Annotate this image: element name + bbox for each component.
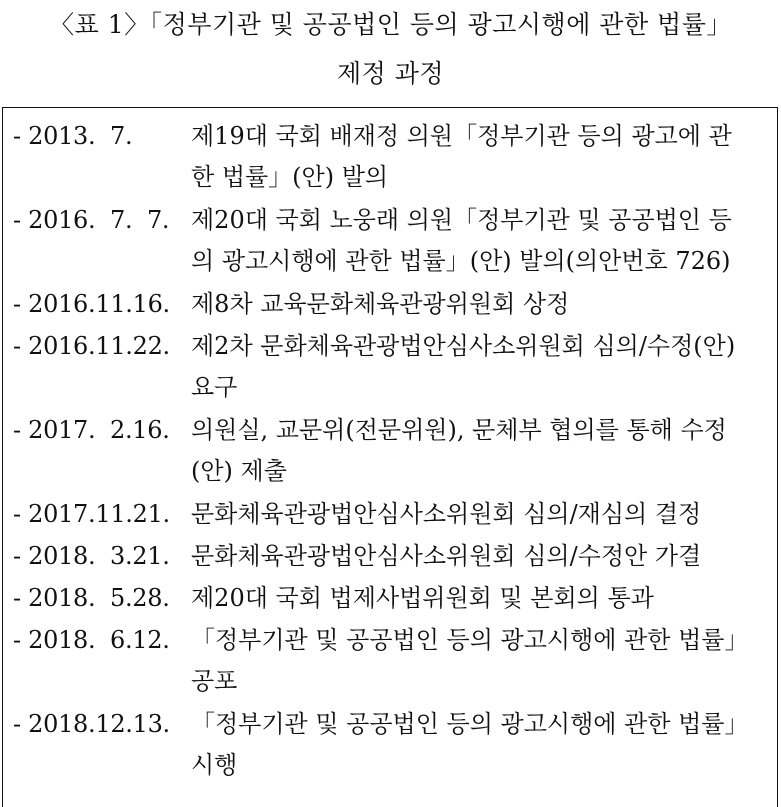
row-description-line: 문화체육관광법안심사소위원회 심의/수정안 가결 [191, 542, 702, 570]
row-description [191, 116, 761, 198]
row-description [191, 620, 761, 702]
row-date: - 2018.12.13. [13, 710, 170, 738]
row-date: - 2016. 7. 7. [13, 206, 170, 234]
row-description [191, 284, 761, 325]
row-description-line: 요구 [191, 373, 238, 401]
row-description-line: 의원실, 교문위(전문위원), 문체부 협의를 통해 수정 [191, 416, 727, 444]
row-date: - 2018. 3.21. [13, 542, 170, 570]
row-description-line: 제19대 국회 배재정 의원「정부기관 등의 광고에 관 [191, 122, 732, 150]
row-description [191, 536, 761, 577]
table-caption-subtitle: 제정 과정 [336, 59, 445, 88]
timeline-table [2, 107, 778, 807]
row-description-line: 의 광고시행에 관한 법률」(안) 발의(의안번호 726) [191, 247, 731, 275]
row-description-line: 제8차 교육문화체육관광위원회 상정 [191, 290, 570, 318]
row-description [191, 410, 761, 492]
row-description [191, 200, 761, 282]
row-date: - 2017. 2.16. [13, 416, 170, 444]
row-date: - 2013. 7. [13, 122, 133, 150]
row-description-line: 문화체육관광법안심사소위원회 심의/재심의 결정 [191, 500, 702, 528]
row-description-line: 「정부기관 및 공공법인 등의 광고시행에 관한 법률」 [191, 710, 749, 738]
row-description-line: (안) 제출 [191, 457, 287, 485]
row-description [191, 578, 761, 619]
row-description-line: 제20대 국회 노웅래 의원「정부기관 및 공공법인 등 [191, 206, 732, 234]
row-description-line: 제20대 국회 법제사법위원회 및 본회의 통과 [191, 584, 654, 612]
row-description-line: 시행 [191, 751, 238, 779]
row-date: - 2018. 5.28. [13, 584, 170, 612]
row-description [191, 326, 761, 408]
row-date: - 2017.11.21. [13, 500, 170, 528]
row-description [191, 494, 761, 535]
row-date: - 2016.11.16. [13, 290, 170, 318]
row-description-line: 「정부기관 및 공공법인 등의 광고시행에 관한 법률」 [191, 626, 749, 654]
row-date: - 2018. 6.12. [13, 626, 170, 654]
row-description [191, 704, 761, 786]
row-description-line: 공포 [191, 667, 238, 695]
row-description-line: 제2차 문화체육관광법안심사소위원회 심의/수정(안) [191, 332, 736, 360]
table-caption: 〈표 1〉「정부기관 및 공공법인 등의 광고시행에 관한 법률」 [49, 10, 732, 39]
row-description-line: 한 법률」(안) 발의 [191, 163, 389, 191]
row-date: - 2016.11.22. [13, 332, 170, 360]
